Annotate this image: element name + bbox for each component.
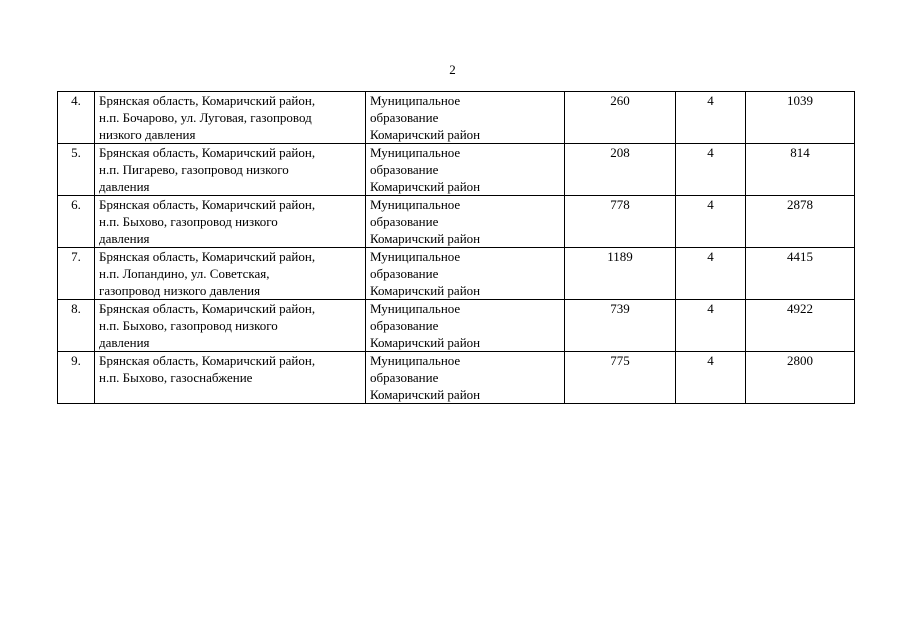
address-cell-line: н.п. Лопандино, ул. Советская, <box>99 266 270 281</box>
owner-cell-line: Муниципальное <box>370 197 461 212</box>
value-cell: 2878 <box>746 196 855 248</box>
category-cell: 4 <box>676 300 746 352</box>
length-cell: 1189 <box>565 248 676 300</box>
owner-cell-line: Муниципальное <box>370 145 461 160</box>
address-cell-line: давления <box>99 179 150 194</box>
owner-cell-line: образование <box>370 162 439 177</box>
address-cell <box>95 352 366 404</box>
table-row <box>58 352 855 404</box>
row-number-cell: 6. <box>58 196 95 248</box>
owner-cell-line: образование <box>370 318 439 333</box>
owner-cell-line: Комаричский район <box>370 283 481 298</box>
category-cell: 4 <box>676 196 746 248</box>
table-row <box>58 248 855 300</box>
address-cell <box>95 92 366 144</box>
table-row <box>58 300 855 352</box>
address-cell-line: н.п. Бочарово, ул. Луговая, газопровод <box>99 110 312 125</box>
value-cell: 4415 <box>746 248 855 300</box>
address-cell-line: н.п. Пигарево, газопровод низкого <box>99 162 289 177</box>
owner-cell <box>366 352 565 404</box>
owner-cell <box>366 196 565 248</box>
value-cell: 814 <box>746 144 855 196</box>
owner-cell <box>366 92 565 144</box>
length-cell: 778 <box>565 196 676 248</box>
registry-table <box>57 91 855 404</box>
owner-cell-line: Муниципальное <box>370 93 461 108</box>
address-cell-line: Брянская область, Комаричский район, <box>99 145 316 160</box>
category-cell: 4 <box>676 144 746 196</box>
table-row <box>58 92 855 144</box>
length-cell: 739 <box>565 300 676 352</box>
category-cell: 4 <box>676 352 746 404</box>
table-row <box>58 196 855 248</box>
category-cell: 4 <box>676 248 746 300</box>
owner-cell-line: Комаричский район <box>370 231 481 246</box>
value-cell: 1039 <box>746 92 855 144</box>
address-cell-line: Брянская область, Комаричский район, <box>99 93 316 108</box>
row-number-cell: 8. <box>58 300 95 352</box>
address-cell <box>95 196 366 248</box>
category-cell: 4 <box>676 92 746 144</box>
owner-cell-line: Муниципальное <box>370 301 461 316</box>
row-number-cell: 4. <box>58 92 95 144</box>
row-number-cell: 9. <box>58 352 95 404</box>
address-cell-line: Брянская область, Комаричский район, <box>99 197 316 212</box>
owner-cell-line: образование <box>370 266 439 281</box>
owner-cell-line: Муниципальное <box>370 249 461 264</box>
address-cell-line: н.п. Быхово, газопровод низкого <box>99 214 278 229</box>
owner-cell-line: Комаричский район <box>370 335 481 350</box>
table-row <box>58 144 855 196</box>
owner-cell-line: Комаричский район <box>370 127 481 142</box>
value-cell: 4922 <box>746 300 855 352</box>
address-cell-line: н.п. Быхово, газопровод низкого <box>99 318 278 333</box>
address-cell-line: н.п. Быхово, газоснабжение <box>99 370 253 385</box>
row-number-cell: 5. <box>58 144 95 196</box>
address-cell <box>95 144 366 196</box>
owner-cell <box>366 144 565 196</box>
owner-cell-line: Муниципальное <box>370 353 461 368</box>
address-cell-line: Брянская область, Комаричский район, <box>99 301 316 316</box>
owner-cell-line: образование <box>370 370 439 385</box>
owner-cell-line: Комаричский район <box>370 387 481 402</box>
address-cell-line: Брянская область, Комаричский район, <box>99 353 316 368</box>
address-cell-line: Брянская область, Комаричский район, <box>99 249 316 264</box>
row-number-cell: 7. <box>58 248 95 300</box>
address-cell <box>95 300 366 352</box>
length-cell: 208 <box>565 144 676 196</box>
registry-table-body <box>58 92 855 404</box>
owner-cell <box>366 300 565 352</box>
value-cell: 2800 <box>746 352 855 404</box>
length-cell: 260 <box>565 92 676 144</box>
owner-cell-line: образование <box>370 110 439 125</box>
address-cell <box>95 248 366 300</box>
length-cell: 775 <box>565 352 676 404</box>
address-cell-line: низкого давления <box>99 127 196 142</box>
owner-cell-line: Комаричский район <box>370 179 481 194</box>
owner-cell-line: образование <box>370 214 439 229</box>
page-number: 2 <box>449 62 456 77</box>
address-cell-line: газопровод низкого давления <box>99 283 261 298</box>
owner-cell <box>366 248 565 300</box>
address-cell-line: давления <box>99 335 150 350</box>
address-cell-line: давления <box>99 231 150 246</box>
